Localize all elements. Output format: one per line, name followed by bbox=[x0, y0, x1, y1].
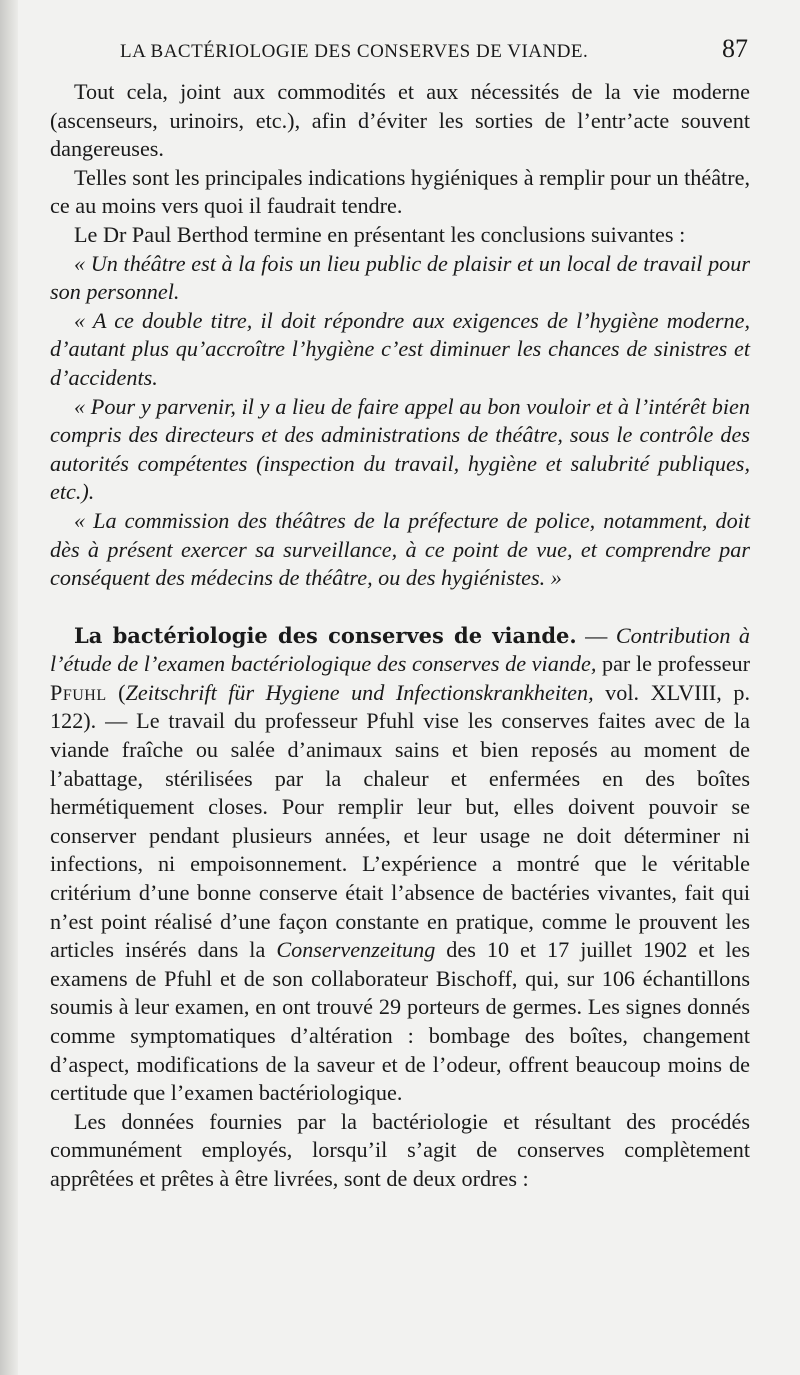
section-author: Pfuhl bbox=[50, 679, 107, 705]
section-periodical: Conservenzeitung bbox=[276, 937, 436, 963]
page-number: 87 bbox=[722, 34, 748, 63]
page-header bbox=[50, 34, 750, 74]
section-by: par le professeur bbox=[596, 651, 750, 677]
paragraph-bacteriology-data: Les données fournies par la bactériologie et résultant des procédés communément employés, lorsqu’il s’agit de conserves complètement apprêtées et prêtes à être livrées, sont de deux ordres : bbox=[50, 1108, 750, 1191]
section-dash: — bbox=[576, 622, 616, 648]
section-open-paren: ( bbox=[106, 679, 126, 705]
section-title: La bactériologie des conserves de viande. bbox=[74, 622, 577, 648]
running-title: LA BACTÉRIOLOGIE DES CONSERVES DE VIANDE. bbox=[120, 41, 589, 62]
section-citation: vol. XLVIII, p. 122). — Le travail du professeur Pfuhl vise les conserves faites avec de la viande fraîche ou salée d’animaux sains et bien reposés au moment de l’abattage, stérilisées par la chaleur et enfermées en des boîtes hermétiquement closes. Pour remplir leur but, elles doivent pouvoir se conserver pendant plusieurs années, et leur usage ne doit déterminer ni infections, ni empoisonnement. L’expérience a montré que le véritable critérium d’une bonne conserve était l’absence de bactéries vivantes, fait qui n’est point réalisé d’une façon constante en pratique, comme le prouvent les articles insérés dans la bbox=[50, 679, 750, 963]
quote-theatre-public-place: « Un théâtre est à la fois un lieu public de plaisir et un local de travail pour son personnel. bbox=[50, 250, 750, 305]
section-journal: Zeitschrift für Hygiene und Infectionskrankheiten, bbox=[125, 679, 594, 705]
section-intro-italic: Contribution à l’étude de l’examen bactériologique des conserves de viande, bbox=[50, 622, 751, 677]
section-rest: des 10 et 17 juillet 1902 et les examens de Pfuhl et de son collaborateur Bischoff, qui, sur 106 échantillons soumis à leur examen, en ont trouvé 29 porteurs de germes. Les signes donnés comme symptomatiques d’altération : bombage des boîtes, changement d’aspect, modifications de la saveur et de l’odeur, offrent beaucoup moins de certitude que l’examen bactériologique. bbox=[50, 937, 750, 1106]
paragraph-ventilation-conclusion: Tout cela, joint aux commodités et aux nécessités de la vie moderne (ascenseurs, urinoirs, etc.), afin d’éviter les sorties de l’entr’acte souvent dangereuses. bbox=[50, 79, 750, 162]
quote-theatre-commission: « La commission des théâtres de la préfecture de police, notamment, doit dès à présent exercer sa surveillance, à ce point de vue, et comprendre par conséquent des médecins de théâtre, ou des hygiénistes. » bbox=[50, 507, 750, 591]
paragraph-hygiene-indications: Telles sont les principales indications hygiéniques à remplir pour un théâtre, ce au moins vers quoi il faudrait tendre. bbox=[50, 164, 750, 219]
section-paragraph-conserves bbox=[50, 622, 750, 1108]
quote-double-title: « A ce double titre, il doit répondre aux exigences de l’hygiène moderne, d’autant plus qu’accroître l’hygiène c’est diminuer les chances de sinistres et d’accidents. bbox=[50, 307, 750, 390]
quote-good-will: « Pour y parvenir, il y a lieu de faire appel au bon vouloir et à l’intérêt bien compris des directeurs et des administrations de théâtre, sous le contrôle des autorités compétentes (inspection du travail, hygiène et salubrité publiques, etc.). bbox=[50, 393, 750, 505]
paragraph-berthod-conclusions: Le Dr Paul Berthod termine en présentant les conclusions suivantes : bbox=[74, 221, 686, 247]
